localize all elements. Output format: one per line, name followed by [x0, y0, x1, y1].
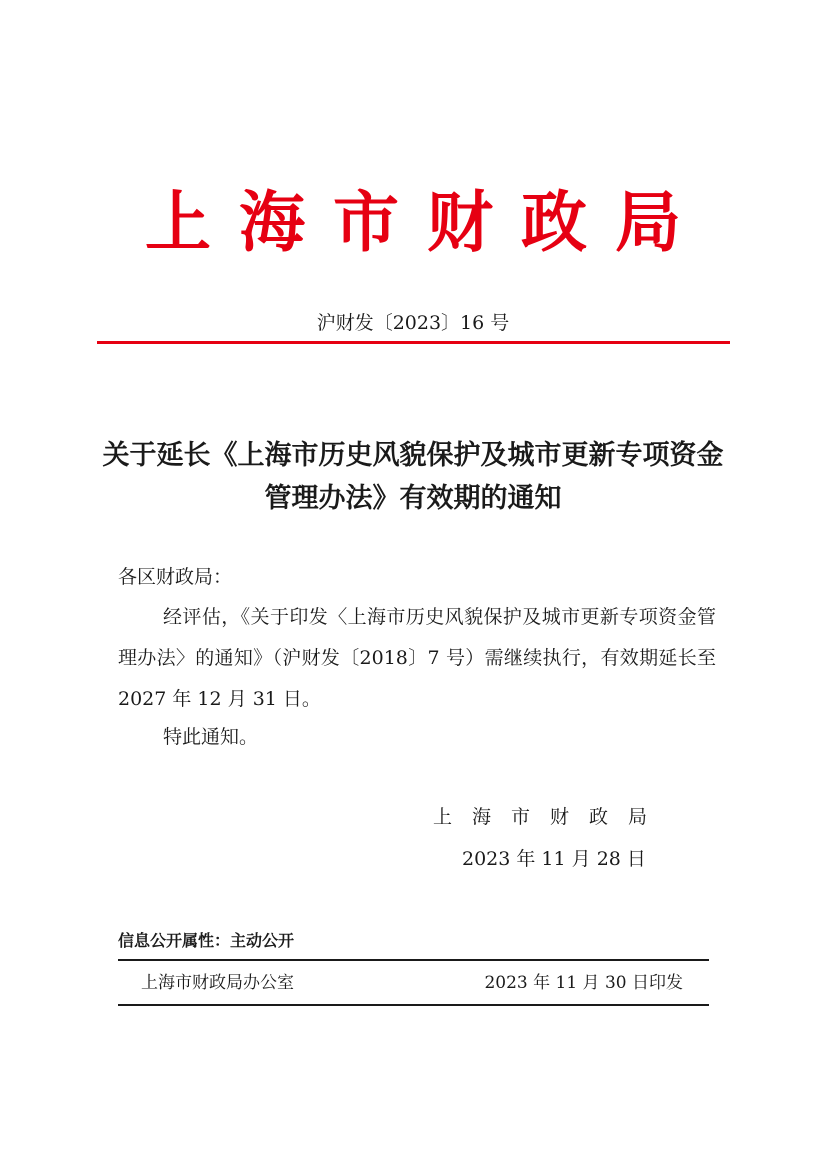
footer-issuer: 上海市财政局办公室: [141, 973, 294, 993]
footer-rule-top: [118, 959, 709, 961]
footer-issue-date: 2023 年 11 月 30 日印发: [484, 973, 683, 993]
disclosure-attribute: 信息公开属性：主动公开: [118, 931, 295, 950]
closing-line: 特此通知。: [163, 726, 259, 748]
body-paragraph: 经评估，《关于印发〈上海市历史风貌保护及城市更新专项资金管理办法〉的通知》（沪财发〔2018〕7 号）需继续执行，有效期延长至 2027 年 12 月 31 日。: [118, 606, 716, 710]
salutation: 各区财政局：: [118, 566, 233, 588]
signature-date: 2023 年 11 月 28 日: [462, 848, 646, 870]
masthead-org-name: 上海市财政局: [145, 183, 709, 261]
document-number: 沪财发〔2023〕16 号: [316, 312, 510, 334]
footer-rule-bottom: [118, 1004, 709, 1006]
signature-org: 上海市财政局: [433, 806, 668, 828]
red-divider: [97, 341, 730, 344]
document-title: 关于延长《上海市历史风貌保护及城市更新专项资金管理办法》有效期的通知: [102, 440, 724, 514]
